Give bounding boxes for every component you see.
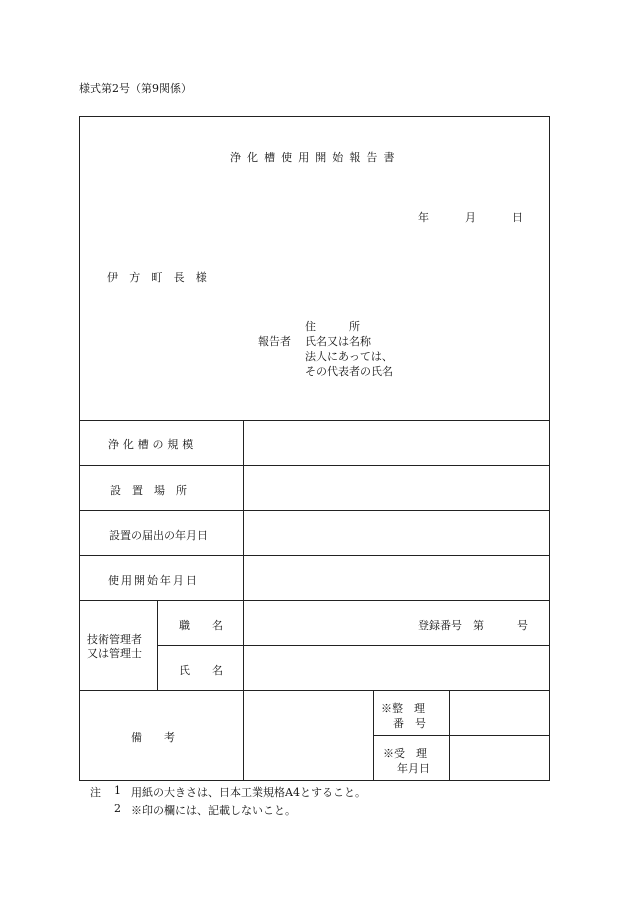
- receipt-date-label-line1: ※受 理: [383, 747, 427, 760]
- reporter-address-label: 住 所: [305, 320, 360, 333]
- form-number: 様式第2号（第9関係）: [79, 82, 192, 95]
- remarks-field[interactable]: [250, 694, 368, 777]
- date-day-label: 日: [512, 211, 523, 224]
- divider: [79, 510, 550, 511]
- column-divider: [449, 690, 450, 781]
- addressee: 伊 方 町 長 様: [107, 271, 211, 284]
- divider: [79, 420, 550, 421]
- divider: [79, 555, 550, 556]
- scale-label: 浄化槽の規模: [108, 438, 198, 451]
- person-name-label: 氏 名: [179, 664, 223, 677]
- date-month-label: 月: [465, 211, 476, 224]
- registration-number-label: 登録番号 第 号: [418, 619, 528, 632]
- divider: [79, 465, 550, 466]
- column-divider: [373, 690, 374, 781]
- scale-field[interactable]: [250, 424, 544, 462]
- start-date-field[interactable]: [250, 559, 544, 597]
- location-label: 設 置 場 所: [110, 484, 187, 497]
- form-title: 浄化槽使用開始報告書: [230, 151, 401, 164]
- office-number-label-line2: 番 号: [393, 717, 426, 730]
- manager-label-line2: 又は管理士: [87, 647, 142, 660]
- reporter-corp-label: 法人にあっては、: [305, 350, 393, 363]
- remarks-label: 備 考: [131, 731, 175, 744]
- divider: [373, 735, 550, 736]
- divider: [157, 645, 550, 646]
- reporter-representative-label: その代表者の氏名: [305, 365, 393, 378]
- notification-date-field[interactable]: [250, 514, 544, 552]
- divider: [79, 690, 550, 691]
- location-field[interactable]: [250, 469, 544, 507]
- start-date-label: 使用開始年月日: [108, 574, 199, 587]
- column-divider: [243, 420, 244, 781]
- note-text: 用紙の大きさは、日本工業規格A4とすること。: [131, 786, 366, 799]
- note-number: 1: [114, 784, 121, 797]
- note-number: 2: [114, 802, 121, 815]
- divider: [79, 600, 550, 601]
- reporter-name-label: 氏名又は名称: [305, 335, 371, 348]
- notes-label: 注: [90, 786, 101, 799]
- notification-date-label: 設置の届出の年月日: [109, 529, 208, 542]
- receipt-date-label-line2: 年月日: [397, 762, 430, 775]
- manager-label-line1: 技術管理者: [87, 633, 142, 646]
- person-name-field[interactable]: [250, 649, 544, 687]
- note-text: ※印の欄には、記載しないこと。: [131, 804, 296, 817]
- reporter-label: 報告者: [258, 335, 291, 348]
- column-divider: [157, 600, 158, 690]
- job-title-label: 職 名: [179, 619, 223, 632]
- date-year-label: 年: [418, 211, 429, 224]
- office-number-label-line1: ※整 理: [381, 702, 425, 715]
